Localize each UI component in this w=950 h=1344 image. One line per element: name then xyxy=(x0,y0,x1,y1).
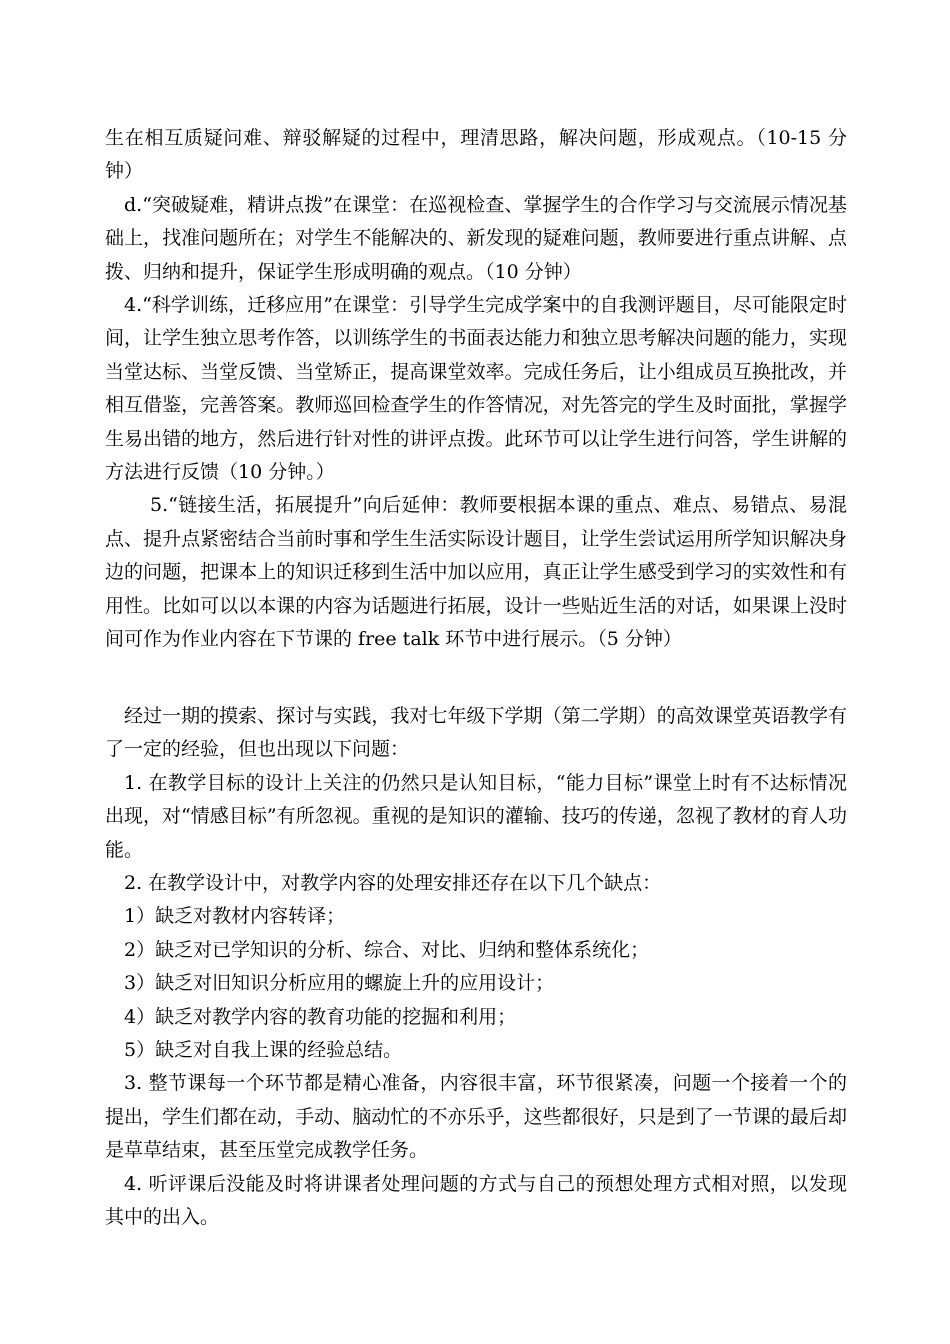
list-item-sub-5: 5）缺乏对自我上课的经验总结。 xyxy=(124,1039,403,1062)
list-item-sub-1: 1）缺乏对教材内容转译； xyxy=(124,905,346,928)
teaching-steps-section xyxy=(105,122,847,657)
paragraph-step-4: 4.“科学训练，迁移应用”在课堂：引导学生完成学案中的自我测评题目，尽可能限定时间，让学生独立思考作答，以训练学生的书面表达能力和独立思考解决问题的能力，实现当堂达标、当堂反馈、当堂矫正，提高课堂效率。完成任务后，让小组成员互换批改，并相互借鉴，完善答案。教师巡回检查学生的作答情况，对先答完的学生及时面批，掌握学生易出错的地方，然后进行针对性的讲评点拨。此环节可以让学生进行问答，学生讲解的方法进行反馈（10 分钟。） xyxy=(105,294,847,484)
paragraph-intro: 经过一期的摸索、探讨与实践，我对七年级下学期（第二学期）的高效课堂英语教学有了一定的经验，但也出现以下问题： xyxy=(105,705,847,761)
paragraph-step-d: d.“突破疑难，精讲点拨”在课堂：在巡视检查、掌握学生的合作学习与交流展示情况基础上，找准问题所在；对学生不能解决的、新发现的疑难问题，教师要进行重点讲解、点拨、归纳和提升，保证学生形成明确的观点。（10 分钟） xyxy=(105,193,847,283)
paragraph-step-5: 5.“链接生活，拓展提升”向后延伸：教师要根据本课的重点、难点、易错点、易混点、提升点紧密结合当前时事和学生生活实际设计题目，让学生尝试运用所学知识解决身边的问题，把课本上的知识迁移到生活中加以应用，真正让学生感受到学习的实效性和有用性。比如可以以本课的内容为话题进行拓展，设计一些贴近生活的对话，如果课上没时间可作为作业内容在下节课的 free talk 环节中进行展示。（5 分钟） xyxy=(105,494,847,651)
paragraph-issue-2: 2. 在教学设计中，对教学内容的处理安排还存在以下几个缺点： xyxy=(124,872,662,895)
list-item-sub-4: 4）缺乏对教学内容的教育功能的挖掘和利用； xyxy=(124,1005,517,1028)
paragraph-issue-3: 3. 整节课每一个环节都是精心准备，内容很丰富，环节很紧凑，问题一个接着一个的提出，学生们都在动，手动、脑动忙的不亦乐乎，这些都很好，只是到了一节课的最后却是草草结束，甚至压堂完成教学任务。 xyxy=(105,1072,847,1162)
list-item-sub-2: 2）缺乏对已学知识的分析、综合、对比、归纳和整体系统化； xyxy=(124,938,650,961)
paragraph-issue-1: 1. 在教学目标的设计上关注的仍然只是认知目标，“能力目标”课堂上时有不达标情况出现，对“情感目标”有所忽视。重视的是知识的灌输、技巧的传递，忽视了教材的育人功能。 xyxy=(105,771,847,861)
paragraph-issue-4: 4. 听评课后没能及时将讲课者处理问题的方式与自己的预想处理方式相对照，以发现其中的出入。 xyxy=(105,1172,847,1229)
paragraph-discussion-continuation: 生在相互质疑问难、辩驳解疑的过程中，理清思路，解决问题，形成观点。（10-15 分钟） xyxy=(105,127,847,183)
list-item-sub-3: 3）缺乏对旧知识分析应用的螺旋上升的应用设计； xyxy=(124,972,555,995)
problems-section xyxy=(105,700,847,1235)
